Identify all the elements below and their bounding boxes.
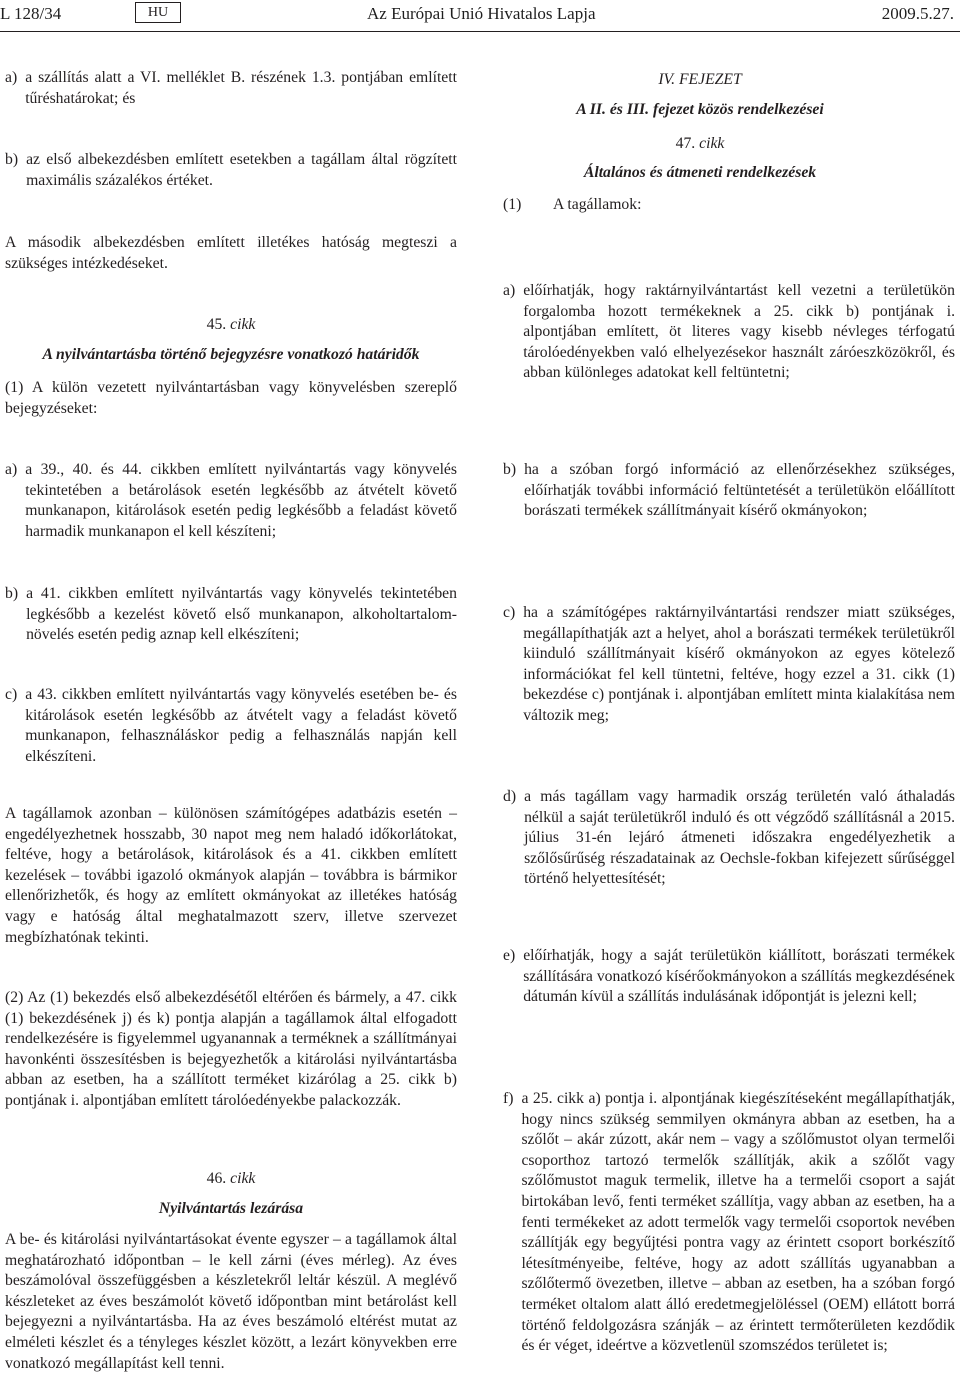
paragraph: (2) Az (1) bekezdés első albekezdésétől eltérően és bármely, a 47. cikk (1) bekezdésének j) és k) pontja alapján a tagállamok által elfogadott rendelkezésére is figyelemmel ugyanannak a terméknek a szállítmányai havonkénti összesítésben is bejegyezhetők a kitárolási nyilvántartásba abban az esetben, ha a szállított terméket kizárólag a 25. cikk b) pontjának i. alpontjában említett tárolóedényekbe palackozzák.: [5, 989, 457, 1109]
language-badge: HU: [135, 2, 181, 23]
article-number: 45.: [206, 316, 227, 333]
item-label: b): [5, 585, 19, 602]
item-label: e): [503, 947, 516, 964]
article-cikk: cikk: [699, 135, 725, 152]
item-text: ha a szóban forgó információ az ellenőrzésekhez szükséges, előírhatják további információ feltüntetését a területükön előállított borászati termékek szállítmányait kísérő okmányokon;: [524, 461, 955, 520]
list-item: [503, 603, 955, 727]
item-text: előírhatják, hogy a saját területükön kiállított, borászati termékek szállítására vonatkozó kísérőokmányokon a szállítás megkezdésének dátumán kívül a szállítás indulásának időpontját is jelezni kell;: [523, 947, 955, 1006]
list-item: [503, 1089, 955, 1357]
item-label: f): [503, 1090, 514, 1107]
item-label: a): [5, 461, 18, 478]
paragraph: A második albekezdésben említett illetékes hatóság megteszi a szükséges intézkedéseket.: [5, 234, 457, 272]
item-label: b): [5, 151, 19, 168]
item-text: A tagállamok:: [553, 196, 642, 213]
chapter-title: A II. és III. fejezet közös rendelkezései: [576, 101, 824, 118]
list-item: [503, 281, 955, 384]
article-heading: [5, 1169, 457, 1190]
item-label: c): [5, 686, 18, 703]
item-label: a): [503, 282, 516, 299]
item-label: c): [503, 604, 516, 621]
journal-title: Az Európai Unió Hivatalos Lapja: [367, 4, 596, 23]
item-text: a 43. cikkben említett nyilvántartás vagy könyvelés esetében be- és kitárolások esetén legkésőbb az átvételt vagy a feladást követő munkanapon, felhasználáskor pedig a felhasználás napján kell elkészíteni.: [25, 686, 457, 765]
article-heading: [5, 315, 457, 336]
item-text: ha a számítógépes raktárnyilvántartási rendszer miatt szükséges, megállapíthatják azt a helyet, ahol a borászati termékek területükről kiinduló szállítmányait kísérő okmányokon az egyes kötelező információkat fel kell tüntetni, feltéve, hogy ezzel a 31. cikk (1) bekezdése c) pontjának i. alpontjában említett minta kialakítása nem változik meg;: [523, 604, 955, 724]
item-text: a 39., 40. és 44. cikkben említett nyilvántartás vagy könyvelés tekintetében a betárolások esetén legkésőbb az átvételt követő munkanapon, kitárolások esetén pedig legkésőbb a feladást követő harmadik munkanapon el kell készíteni;: [25, 461, 457, 540]
list-item: [503, 460, 955, 522]
numbered-paragraph: [503, 195, 953, 216]
list-item: [5, 150, 457, 191]
item-label: a): [5, 69, 18, 86]
paragraph: (1) A külön vezetett nyilvántartásban vagy könyvelésben szereplő bejegyzéseket:: [5, 379, 457, 417]
paragraph: A tagállamok azonban – különösen számítógépes adatbázis esetén – engedélyezhetnek hosszabb, 30 napot meg nem haladó időkorlátokat, feltéve, hogy a betárolások, kitárolások és a 41. cikkben említett kezelések – további igazoló okmányok alapján – továbbra is bármikor ellenőrizhetők, és hogy az említett okmányokat az illetékes hatóság vagy e hatóság által meghatalmazott szerv, illetve szervezet megbízhatónak tekinti.: [5, 805, 457, 946]
article-cikk: cikk: [230, 1170, 256, 1187]
item-label: d): [503, 788, 517, 805]
item-text: a más tagállam vagy harmadik ország területén való áthaladás nélkül a saját területükről induló és ott végződő szállításnál a 2015. július 31-én lejáró átmeneti időszakra engedélyezhetik a szőlősűrűség részadatainak az Oechsle-fokban kifejezett sűrűséggel történő helyettesítését;: [524, 788, 955, 888]
article-number: 46.: [206, 1170, 227, 1187]
item-label: (1): [503, 196, 522, 213]
article-number: 47.: [675, 135, 696, 152]
article-title: Nyilvántartás lezárása: [158, 1200, 304, 1217]
page-reference: L 128/34: [0, 4, 62, 23]
item-text: a szállítás alatt a VI. melléklet B. részének 1.3. pontjában említett tűréshatárokat; és: [25, 69, 457, 107]
list-item: [5, 685, 457, 767]
list-item: [5, 460, 457, 542]
list-item: [503, 787, 955, 890]
page-header: [0, 0, 960, 34]
article-title: Általános és átmeneti rendelkezések: [583, 164, 817, 181]
list-item: [5, 68, 457, 109]
paragraph: A be- és kitárolási nyilvántartásokat évente egyszer – a tagállamok által meghatározható időpontban – le kell zárni (éves mérleg). Az éves beszámolóval összefüggésben a készletekről leltár készül. A meglévő készleteket az éves beszámolót követő időpontban mint betárolást kell bejegyezni a nyilvántartásba. Ha az éves beszámoló eltérést mutat az elméleti készlet és a tényleges készlet között, a lezárt könyvekben erre vonatkozó megállapítást kell tenni.: [5, 1231, 457, 1372]
chapter-label: IV. FEJEZET: [658, 71, 742, 88]
header-rule: [0, 31, 960, 32]
article-heading: [500, 134, 900, 155]
article-cikk: cikk: [230, 316, 256, 333]
article-title: A nyilvántartásba történő bejegyzésre vonatkozó határidők: [42, 346, 420, 363]
list-item: [503, 946, 955, 1008]
item-text: előírhatják, hogy raktárnyilvántartást kell vezetni a területükön forgalomba hozott termékeknek a 25. cikk b) pontjának i. alpontjában említett, öt literes vagy kisebb névleges térfogatú tárolóedényekben való elhelyezésekor használt záróeszközökről, és abban különleges adatokat kell feltüntetni;: [523, 282, 955, 382]
item-text: a 41. cikkben említett nyilvántartás vagy könyvelés tekintetében legkésőbb a kezelést követő első munkanapon, alkoholtartalom-növelés esetén pedig aznap kell elkészíteni;: [26, 585, 457, 644]
list-item: [5, 584, 457, 646]
item-text: a 25. cikk a) pontja i. alpontjának kiegészítéseként megállapíthatják, hogy nincs szükség semmilyen okmányra abban az esetben, ha a szőlőt – akár zúzott, akár nem – vagy a szőlőmustot olyan termelői csoporthoz tartozó termelők szállítják, akik a szőlőt vagy szőlőmustot maguk termelik, illetve ha a termelői csoport a saját birtokában levő, fenti terméket szállítja, vagy abban az esetben, ha a fenti termékeket az adott termelők vagy termelői csoportok nevében szállítják egy begyűjtési pontra vagy az érintett csoport borkészítő létesítményeibe, feltéve, hogy az adott szállítás ugyanabban a szőlőtermő övezetben, illetve – abban az esetben, ha a szóban forgó terméket oltalom alatt álló eredetmegjelöléssel (OEM) ellátott borrá történő feldolgozásra szánják – az érintett termőterületen kezdődik és ér véget, ideértve a közvetlenül szomszédos területet is;: [521, 1090, 955, 1355]
publication-date: 2009.5.27.: [881, 4, 954, 23]
item-label: b): [503, 461, 517, 478]
item-text: az első albekezdésben említett esetekben a tagállam által rögzített maximális százalékos értéket.: [26, 151, 457, 189]
